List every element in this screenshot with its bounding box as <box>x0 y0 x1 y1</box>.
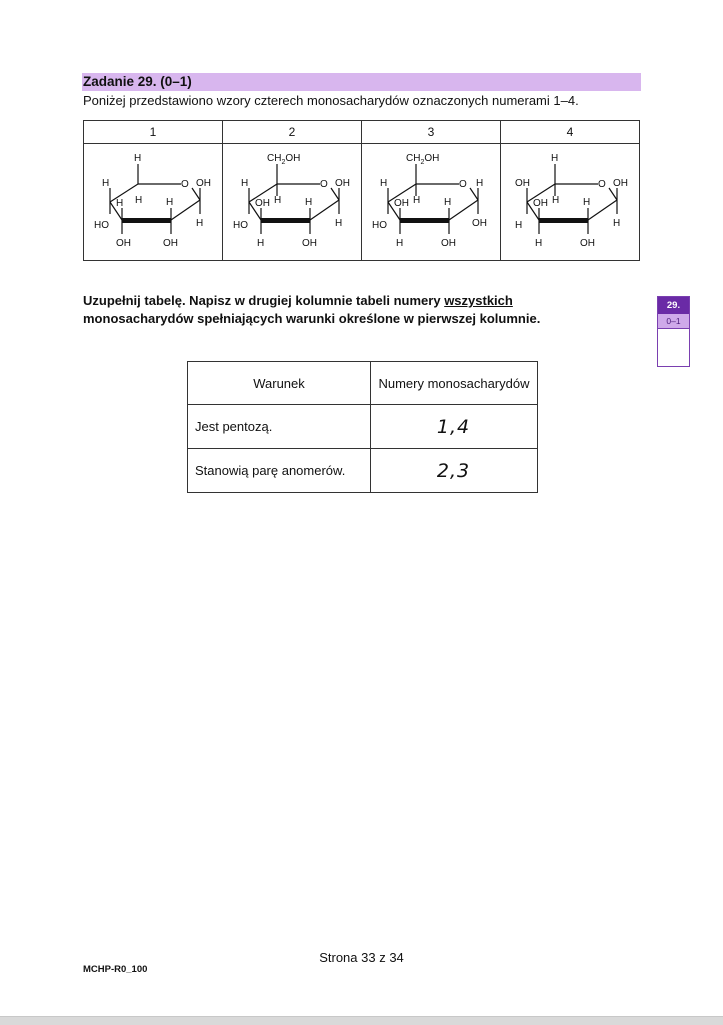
svg-text:HO: HO <box>94 220 109 231</box>
svg-text:H: H <box>102 178 110 189</box>
structure-2-formula <box>227 146 357 258</box>
structure-3-cell <box>362 144 501 261</box>
svg-text:OH: OH <box>533 198 548 209</box>
document-code: MCHP-R0_100 <box>83 964 148 975</box>
svg-text:H: H <box>274 195 282 206</box>
svg-text:H: H <box>535 238 543 249</box>
structure-1-cell <box>84 144 223 261</box>
structure-1-formula <box>88 146 218 258</box>
svg-text:OH: OH <box>302 238 317 249</box>
svg-text:O: O <box>459 179 467 190</box>
instruction-part2: monosacharydów spełniających warunki określone w pierwszej kolumnie. <box>83 311 541 326</box>
answer-cell[interactable]: 2,3 <box>371 449 538 493</box>
svg-text:O: O <box>320 179 328 190</box>
task-intro: Poniżej przedstawiono wzory czterech monosacharydów oznaczonych numerami 1–4. <box>83 93 579 108</box>
svg-text:CH2OH: $CH_2OH$ <box>406 153 440 166</box>
answer-header-condition: Warunek <box>188 362 371 405</box>
svg-text:H: H <box>335 218 343 229</box>
score-range: 0–1 <box>658 314 689 329</box>
score-task-number: 29. <box>658 297 689 314</box>
condition-cell: Stanowią parę anomerów. <box>188 449 371 493</box>
svg-text:H: H <box>476 178 484 189</box>
svg-text:H: H <box>257 238 265 249</box>
svg-text:H: H <box>551 153 559 164</box>
svg-text:OH: OH <box>441 238 456 249</box>
svg-text:H: H <box>413 195 421 206</box>
score-box <box>657 296 690 367</box>
svg-text:H: H <box>515 220 523 231</box>
structure-col-1-header: 1 <box>84 121 223 144</box>
task-instruction <box>83 292 603 328</box>
svg-text:OH: OH <box>335 178 350 189</box>
svg-text:OH: OH <box>163 238 178 249</box>
table-row <box>188 449 538 493</box>
answer-cell[interactable]: 1,4 <box>371 405 538 449</box>
structure-4-cell <box>501 144 640 261</box>
task-header: Zadanie 29. (0–1) <box>82 73 641 91</box>
svg-text:H: H <box>552 195 560 206</box>
answer-header-numbers: Numery monosacharydów <box>371 362 538 405</box>
svg-text:H: H <box>305 197 313 208</box>
structure-3-formula <box>366 146 496 258</box>
svg-text:H: H <box>613 218 621 229</box>
page-number: Strona 33 z 34 <box>319 950 404 965</box>
svg-text:H: H <box>116 198 124 209</box>
svg-text:OH: OH <box>472 218 487 229</box>
svg-text:H: H <box>134 153 142 164</box>
svg-text:OH: OH <box>255 198 270 209</box>
svg-text:OH: OH <box>196 178 211 189</box>
svg-text:O: O <box>598 179 606 190</box>
svg-text:HO: HO <box>372 220 387 231</box>
svg-text:H: H <box>396 238 404 249</box>
svg-text:H: H <box>583 197 591 208</box>
structure-col-3-header: 3 <box>362 121 501 144</box>
table-row <box>188 405 538 449</box>
structure-4-formula <box>505 146 635 258</box>
condition-cell: Jest pentozą. <box>188 405 371 449</box>
structure-col-2-header: 2 <box>223 121 362 144</box>
svg-text:H: H <box>241 178 249 189</box>
svg-text:HO: HO <box>233 220 248 231</box>
svg-text:O: O <box>181 179 189 190</box>
svg-text:OH: OH <box>515 178 530 189</box>
instruction-part1: Uzupełnij tabelę. Napisz w drugiej kolumnie tabeli numery <box>83 293 445 308</box>
answer-table <box>187 361 538 493</box>
svg-text:H: H <box>444 197 452 208</box>
svg-text:OH: OH <box>580 238 595 249</box>
svg-text:H: H <box>196 218 204 229</box>
svg-text:CH2OH: $CH_2OH$ <box>267 153 301 166</box>
score-entry-field[interactable] <box>658 329 689 365</box>
instruction-underlined: wszystkich <box>444 293 513 308</box>
structures-table <box>83 120 640 261</box>
svg-text:H: H <box>166 197 174 208</box>
svg-text:OH: OH <box>394 198 409 209</box>
structure-col-4-header: 4 <box>501 121 640 144</box>
svg-text:OH: OH <box>116 238 131 249</box>
svg-text:H: H <box>135 195 143 206</box>
structure-2-cell <box>223 144 362 261</box>
svg-text:H: H <box>380 178 388 189</box>
svg-text:OH: OH <box>613 178 628 189</box>
